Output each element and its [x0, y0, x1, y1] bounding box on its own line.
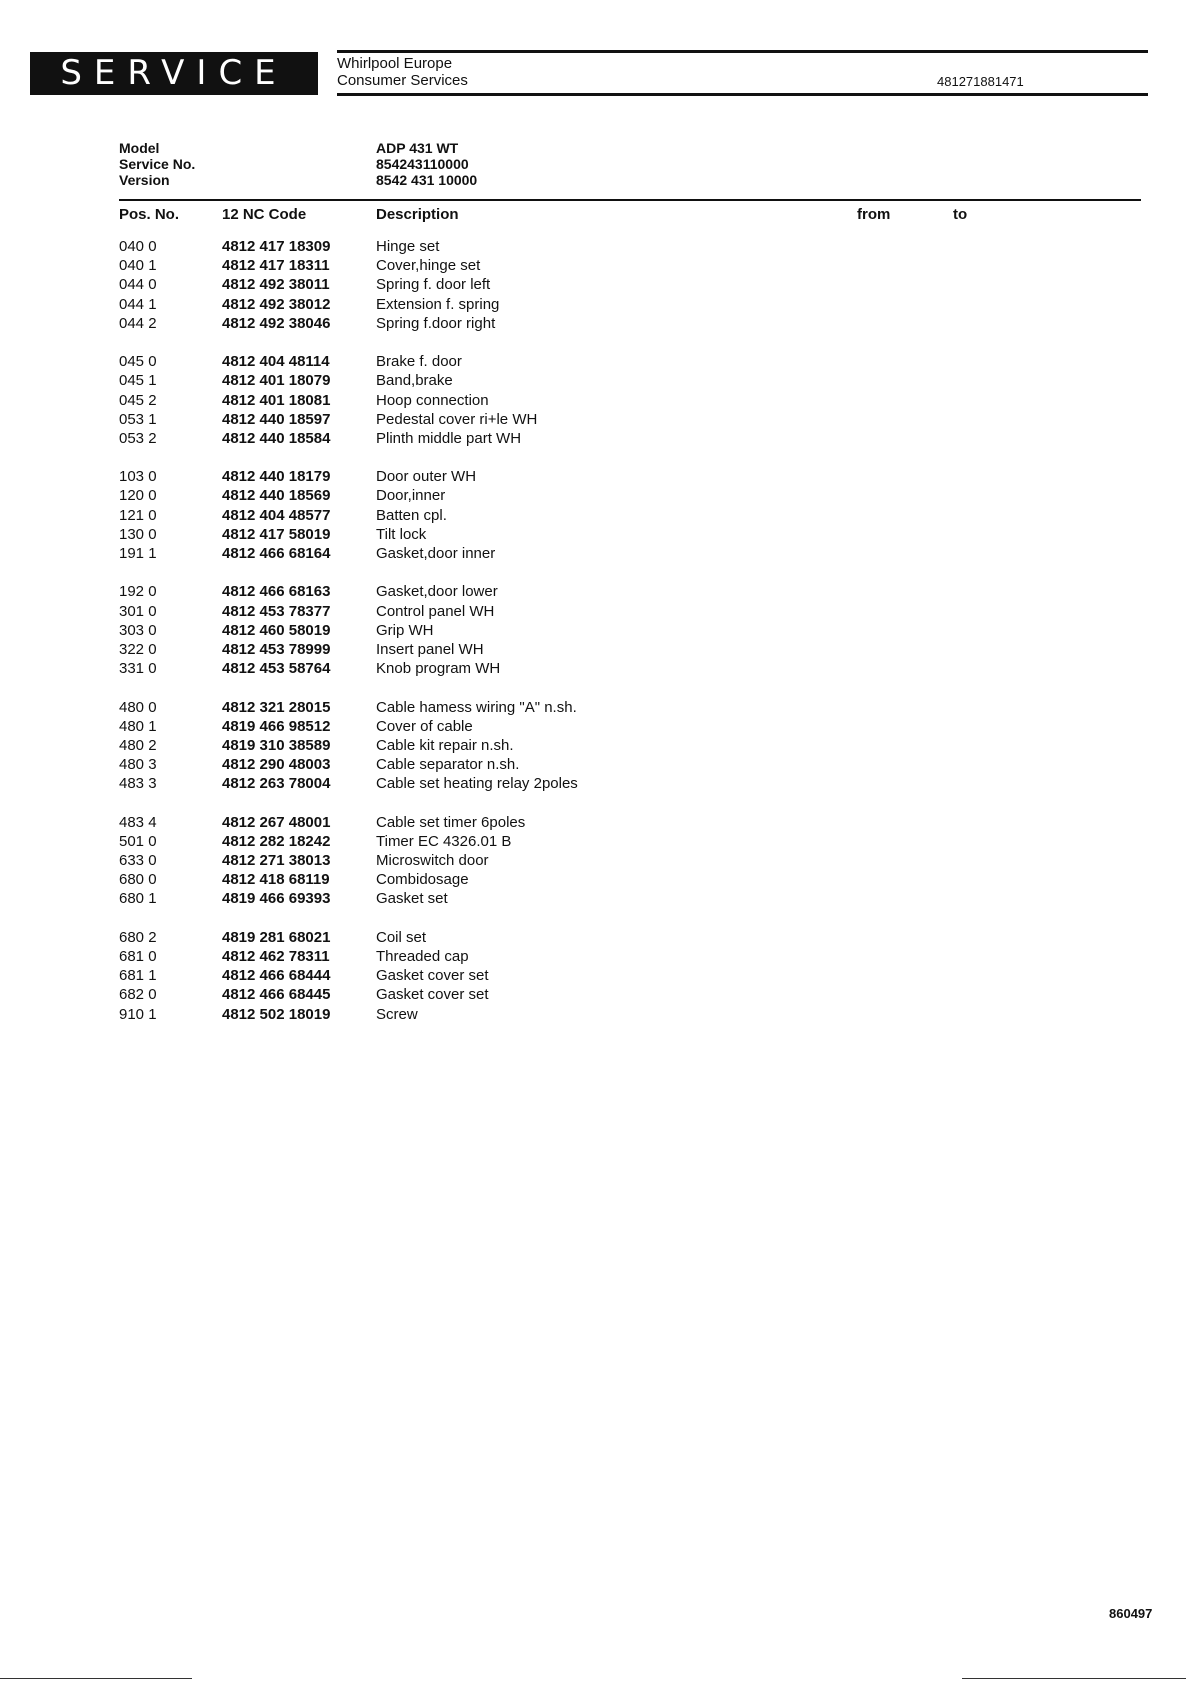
description: Spring f. door left [376, 276, 491, 294]
meta-values [376, 140, 477, 188]
description: Gasket cover set [376, 967, 489, 985]
nc-code: 4812 417 58019 [222, 525, 331, 543]
nc-code: 4812 502 18019 [222, 1005, 331, 1023]
table-row [0, 871, 1190, 890]
table-row [0, 526, 1190, 545]
nc-code: 4812 453 58764 [222, 660, 331, 678]
table-row [0, 948, 1190, 967]
table-row [0, 315, 1190, 334]
header-pos: Pos. No. [119, 206, 180, 223]
pos-no: 331 0 [119, 660, 157, 678]
description: Gasket,door lower [376, 583, 498, 601]
description: Cable set timer 6poles [376, 813, 526, 831]
pos-no: 483 3 [119, 775, 157, 793]
pos-no: 045 0 [119, 353, 157, 371]
version-value: 8542 431 10000 [376, 172, 478, 188]
nc-code: 4819 466 69393 [222, 890, 331, 908]
nc-code: 4812 492 38012 [222, 295, 331, 313]
parts-table [0, 238, 1190, 1025]
document-number: 481271881471 [937, 74, 1024, 89]
company-line-2: Consumer Services [337, 72, 468, 89]
description: Control panel WH [376, 602, 495, 620]
pos-no: 045 2 [119, 391, 157, 409]
table-row [0, 929, 1190, 948]
description: Tilt lock [376, 525, 427, 543]
table-row [0, 967, 1190, 986]
description: Gasket cover set [376, 986, 489, 1004]
table-row [0, 257, 1190, 276]
table-row [0, 737, 1190, 756]
table-row [0, 372, 1190, 391]
nc-code: 4812 404 48577 [222, 506, 331, 524]
description: Hinge set [376, 238, 440, 255]
description: Door,inner [376, 487, 446, 505]
nc-code: 4812 460 58019 [222, 621, 331, 639]
scan-edge-line [0, 1678, 192, 1679]
nc-code: 4812 492 38011 [222, 276, 330, 294]
pos-no: 053 1 [119, 410, 157, 428]
table-row [0, 852, 1190, 871]
pos-no: 322 0 [119, 640, 157, 658]
pos-no: 301 0 [119, 602, 157, 620]
nc-code: 4812 453 78999 [222, 640, 331, 658]
description: Pedestal cover ri+le WH [376, 410, 538, 428]
pos-no: 103 0 [119, 468, 157, 486]
header-description: Description [376, 206, 459, 223]
table-row [0, 507, 1190, 526]
table-row [0, 814, 1190, 833]
pos-no: 480 2 [119, 736, 157, 754]
table-row [0, 411, 1190, 430]
service-logo: SERVICE [30, 52, 318, 95]
description: Grip WH [376, 621, 434, 639]
table-row [0, 392, 1190, 411]
header-bottom-rule [337, 93, 1148, 96]
nc-code: 4812 466 68163 [222, 583, 331, 601]
table-row [0, 986, 1190, 1005]
nc-code: 4812 440 18179 [222, 468, 331, 486]
nc-code: 4812 321 28015 [222, 698, 331, 716]
nc-code: 4812 290 48003 [222, 756, 331, 774]
table-row [0, 699, 1190, 718]
company-line-1: Whirlpool Europe [337, 55, 453, 72]
pos-no: 044 1 [119, 295, 157, 313]
pos-no: 480 3 [119, 756, 157, 774]
description: Band,brake [376, 372, 453, 390]
header-from: from [857, 206, 891, 223]
meta-labels [119, 140, 195, 188]
table-row [0, 890, 1190, 909]
description: Door outer WH [376, 468, 477, 486]
nc-code: 4812 453 78377 [222, 602, 331, 620]
header-to: to [953, 206, 968, 223]
pos-no: 633 0 [119, 852, 157, 869]
table-row [0, 468, 1190, 487]
company-name [337, 55, 468, 89]
description: Spring f.door right [376, 314, 496, 332]
description: Coil set [376, 928, 427, 946]
pos-no: 121 0 [119, 506, 157, 524]
pos-no: 680 2 [119, 928, 157, 946]
pos-no: 044 2 [119, 314, 157, 332]
nc-code: 4812 417 18311 [222, 257, 330, 275]
table-row [0, 641, 1190, 660]
description: Cable hamess wiring "A" n.sh. [376, 698, 577, 716]
service-no-label: Service No. [119, 156, 196, 172]
nc-code: 4812 401 18079 [222, 372, 331, 390]
description: Brake f. door [376, 353, 462, 371]
nc-code: 4812 417 18309 [222, 238, 331, 255]
header-top-rule [337, 50, 1148, 53]
pos-no: 045 1 [119, 372, 157, 390]
pos-no: 483 4 [119, 813, 157, 831]
table-row [0, 756, 1190, 775]
pos-no: 130 0 [119, 525, 157, 543]
table-row [0, 833, 1190, 852]
service-no-value: 854243110000 [376, 156, 469, 172]
description: Hoop connection [376, 391, 489, 409]
scan-edge-line [962, 1678, 1186, 1679]
table-row [0, 545, 1190, 564]
table-row [0, 430, 1190, 449]
nc-code: 4819 310 38589 [222, 736, 331, 754]
description: Screw [376, 1005, 418, 1023]
description: Timer EC 4326.01 B [376, 832, 512, 850]
table-row [0, 1006, 1190, 1025]
pos-no: 120 0 [119, 487, 157, 505]
nc-code: 4812 271 38013 [222, 852, 331, 869]
nc-code: 4819 281 68021 [222, 928, 331, 946]
pos-no: 192 0 [119, 583, 157, 601]
model-label: Model [119, 140, 160, 156]
description: Knob program WH [376, 660, 501, 678]
table-row [0, 622, 1190, 641]
table-row [0, 718, 1190, 737]
description: Cable separator n.sh. [376, 756, 520, 774]
nc-code: 4812 267 48001 [222, 813, 331, 831]
nc-code: 4812 440 18584 [222, 429, 331, 447]
table-row [0, 603, 1190, 622]
nc-code: 4812 404 48114 [222, 353, 330, 371]
pos-no: 053 2 [119, 429, 157, 447]
description: Cable set heating relay 2poles [376, 775, 578, 793]
table-row [0, 353, 1190, 372]
header-code: 12 NC Code [222, 206, 307, 223]
description: Threaded cap [376, 947, 469, 965]
pos-no: 681 1 [119, 967, 157, 985]
description: Cover of cable [376, 717, 473, 735]
description: Plinth middle part WH [376, 429, 522, 447]
table-row [0, 296, 1190, 315]
pos-no: 040 1 [119, 257, 157, 275]
meta-divider [119, 199, 1141, 201]
pos-no: 040 0 [119, 238, 157, 255]
nc-code: 4812 440 18597 [222, 410, 331, 428]
description: Gasket,door inner [376, 545, 496, 562]
model-value: ADP 431 WT [376, 140, 459, 156]
nc-code: 4819 466 98512 [222, 717, 331, 735]
nc-code: 4812 418 68119 [222, 871, 330, 889]
pos-no: 303 0 [119, 621, 157, 639]
pos-no: 680 1 [119, 890, 157, 908]
version-label: Version [119, 172, 170, 188]
nc-code: 4812 466 68444 [222, 967, 331, 985]
description: Extension f. spring [376, 295, 500, 313]
table-row [0, 775, 1190, 794]
pos-no: 910 1 [119, 1005, 157, 1023]
description: Gasket set [376, 890, 448, 908]
nc-code: 4812 263 78004 [222, 775, 331, 793]
description: Microswitch door [376, 852, 489, 869]
description: Cable kit repair n.sh. [376, 736, 514, 754]
pos-no: 681 0 [119, 947, 157, 965]
pos-no: 191 1 [119, 545, 157, 562]
pos-no: 501 0 [119, 832, 157, 850]
pos-no: 682 0 [119, 986, 157, 1004]
pos-no: 480 1 [119, 717, 157, 735]
nc-code: 4812 462 78311 [222, 947, 330, 965]
nc-code: 4812 492 38046 [222, 314, 331, 332]
table-row [0, 487, 1190, 506]
table-row [0, 238, 1190, 257]
pos-no: 680 0 [119, 871, 157, 889]
pos-no: 044 0 [119, 276, 157, 294]
nc-code: 4812 466 68445 [222, 986, 331, 1004]
nc-code: 4812 440 18569 [222, 487, 331, 505]
pos-no: 480 0 [119, 698, 157, 716]
description: Insert panel WH [376, 640, 484, 658]
table-row [0, 276, 1190, 295]
description: Cover,hinge set [376, 257, 481, 275]
description: Combidosage [376, 871, 469, 889]
nc-code: 4812 466 68164 [222, 545, 331, 562]
footer-code: 860497 [1109, 1606, 1153, 1621]
nc-code: 4812 401 18081 [222, 391, 331, 409]
table-row [0, 660, 1190, 679]
table-row [0, 583, 1190, 602]
nc-code: 4812 282 18242 [222, 832, 331, 850]
description: Batten cpl. [376, 506, 447, 524]
